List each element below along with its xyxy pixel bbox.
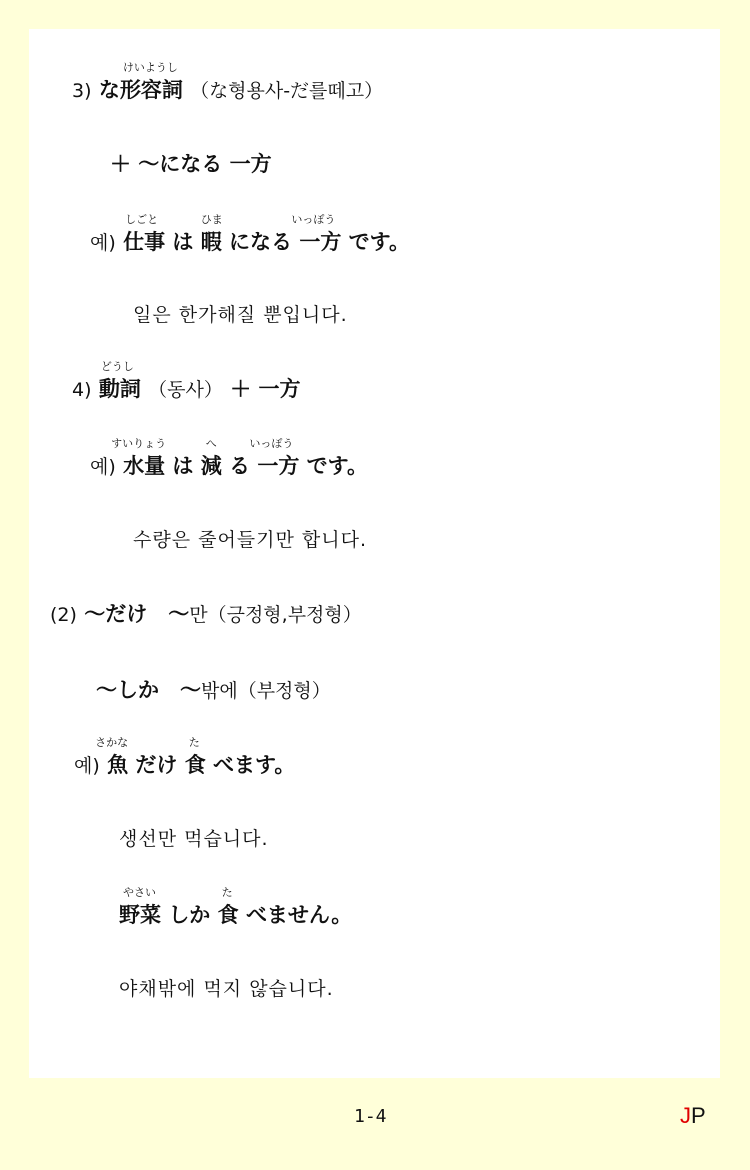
example-word: 食 (184, 753, 206, 777)
furigana: やさい (123, 886, 156, 899)
example-text: る (229, 454, 258, 478)
example-text: は (172, 454, 201, 478)
example-word: 一方 (299, 230, 342, 254)
example-text: だけ (135, 753, 185, 777)
furigana: へ (205, 437, 217, 450)
example-word: 暇 (200, 230, 222, 254)
furigana: しごと (125, 213, 159, 226)
section-2-heading (50, 604, 362, 625)
ruby-word (95, 736, 135, 777)
furigana: いっぽう (249, 437, 294, 450)
section-number: 4) (72, 379, 92, 401)
heading-korean: （な형용사-だ를떼고） (190, 80, 384, 102)
example-label: 예) (90, 456, 116, 478)
example-word: 減 (200, 454, 222, 478)
furigana: ひま (200, 213, 223, 226)
example-text: べます。 (213, 753, 296, 777)
example-text: べません。 (245, 903, 353, 927)
ruby-word (200, 437, 229, 478)
example-label: 예) (74, 755, 100, 777)
example-word: 仕事 (123, 230, 166, 254)
section-2-subheading (96, 680, 331, 701)
ruby-word (217, 886, 246, 927)
example-text: は (172, 230, 201, 254)
furigana: さかな (95, 736, 129, 749)
example-text: になる (229, 230, 300, 254)
ruby-word (111, 437, 172, 478)
heading-word: 動詞 (98, 377, 141, 401)
example-text: です。 (306, 454, 368, 478)
logo-letter-p: P (691, 1103, 706, 1128)
example-text: しか (168, 903, 218, 927)
ruby-word (249, 437, 306, 478)
section-number: 3) (72, 80, 92, 102)
section-2-example-1 (74, 736, 296, 777)
example-word: 水量 (123, 454, 166, 478)
section-2-translation-2: 야채밖에 먹지 않습니다. (119, 978, 334, 1000)
example-word: 野菜 (119, 903, 161, 927)
heading-korean: （동사） (148, 379, 223, 401)
ruby-word (98, 360, 148, 401)
grammar-japanese: ～だけ ～ (84, 602, 190, 626)
grammar-korean: 밖에（부정형） (201, 680, 331, 702)
section-4-translation: 수량은 줄어들기만 합니다. (133, 529, 368, 551)
ruby-word (119, 886, 168, 927)
ruby-word (291, 213, 348, 254)
ruby-word (123, 213, 172, 254)
page-number: 1-4 (354, 1106, 387, 1127)
grammar-japanese: ～しか ～ (96, 678, 201, 702)
furigana: いっぽう (291, 213, 336, 226)
example-label: 예) (90, 232, 116, 254)
heading-rule: ＋ 一方 (222, 377, 301, 401)
section-3-example (90, 213, 410, 254)
furigana: けいようし (122, 61, 178, 74)
section-3-translation: 일은 한가해질 뿐입니다. (133, 304, 348, 326)
example-word: 一方 (257, 454, 300, 478)
furigana: どうし (100, 360, 134, 373)
ruby-word (184, 736, 213, 777)
section-3-heading (72, 61, 384, 102)
furigana: た (188, 736, 200, 749)
jp-logo (680, 1103, 706, 1129)
furigana: た (221, 886, 233, 899)
section-4-heading (72, 360, 301, 401)
section-4-example (90, 437, 368, 478)
grammar-korean: 만（긍정형,부정형） (189, 604, 362, 626)
section-3-rule: ＋ ～になる 一方 (110, 152, 272, 176)
example-word: 魚 (107, 753, 129, 777)
section-2-translation-1: 생선만 먹습니다. (119, 828, 269, 850)
heading-word: な形容詞 (98, 78, 183, 102)
ruby-word (98, 61, 190, 102)
logo-letter-j: J (680, 1103, 691, 1128)
furigana: すいりょう (111, 437, 167, 450)
ruby-word (200, 213, 229, 254)
example-text: です。 (348, 230, 410, 254)
example-word: 食 (217, 903, 239, 927)
section-number: (2) (50, 604, 77, 626)
section-2-example-2 (119, 886, 353, 927)
